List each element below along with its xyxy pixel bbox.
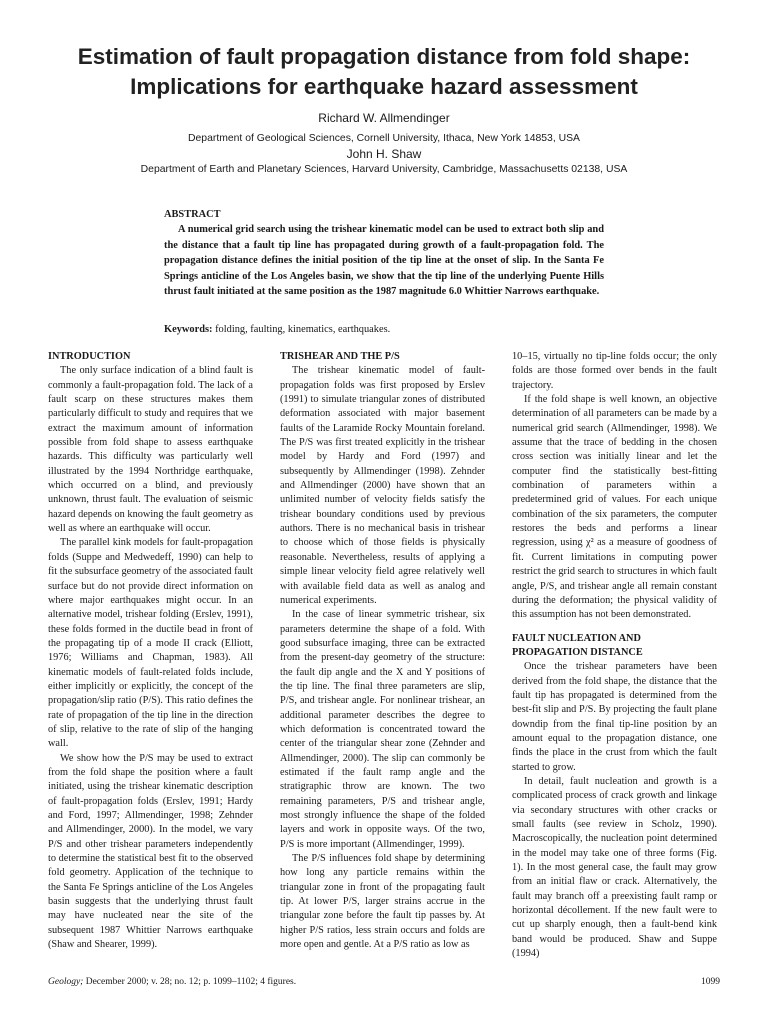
fault-nucleation-heading-line-1: FAULT NUCLEATION AND [512, 632, 641, 644]
citation-details: December 2000; v. 28; no. 12; p. 1099–1102; 4 figures. [85, 977, 297, 987]
nucleation-paragraph-1: Once the trishear parameters have been derived from the fold shape, the distance that the fault tip has propagated is determined from the best-fit slip and P/S. By projecting the fault plane downdip from the final tip-line position by an amount equal to the propagation distance, one finds the place in the crust from which the fault started to grow. [512, 661, 717, 773]
author-1-affiliation: Department of Geological Sciences, Cornell University, Ithaca, New York 14853, USA [188, 133, 580, 144]
trishear-paragraph-1: The trishear kinematic model of fault-propagation folds was first proposed by Erslev (1991) to simulate triangular zones of distributed deformation associated with major basement faults of the Laramide Rocky Mountain foreland. The P/S was first treated explicitly in the trishear model by Hardy and Ford (1997) and subsequently by Allmendinger (1998). Zehnder and Allmendinger (2000) have shown that an unlimited number of velocity fields satisfy the trishear boundary conditions used by previous authors. There is no mechanical basis in trishear to choose which of those fields is physically reasonable. Nevertheless, results of applying a simple linear velocity field agree relatively well with available field data as well as analog and numerical experiments. [280, 365, 485, 606]
introduction-paragraph-2: The parallel kink models for fault-propagation folds (Suppe and Medwedeff, 1990) can help to fit the subsurface geometry of the associated fault surface but do not provide direct information on where major earthquakes might occur. In an alternative model, trishear folding (Erslev, 1991), these folds formed in the ductile bead in front of the propagating tip of a mode II crack (Elliott, 1976; Williams and Chapman, 1983). All kinematic models of fault-related folds include, either implicitly or explicitly, the concept of the propagation/slip ratio (P/S). This ratio defines the rate of propagation of the tip line in the direction of slip, relative to the rate of slip of the hanging wall. [48, 537, 254, 750]
title-line-2: Implications for earthquake hazard assessment [130, 74, 638, 99]
column-2 [280, 350, 485, 952]
journal-citation [48, 976, 296, 988]
column-3 [512, 350, 717, 961]
abstract-heading: ABSTRACT [164, 209, 221, 220]
introduction-paragraph-3: We show how the P/S may be used to extract from the fold shape the position where a fault initiated, using the trishear kinematic description of fault-propagation folds (Erslev, 1991; Hardy and Ford, 1997; Allmendinger, 1998; Zehnder and Allmendinger, 2000). In the model, we vary P/S and other trishear parameters independently to determine the statistical best fit to the observed fold geometry. Application of the technique to the Santa Fe Springs anticline of the Los Angeles basin suggests that the underlying thrust fault may have nucleated near the site of the subsequent 1987 Whittier Narrows earthquake (Shaw and Shearer, 1999). [48, 752, 253, 951]
abstract-text: A numerical grid search using the trishear kinematic model can be used to extract both slip and the distance that a fault tip line has propagated during growth of a fault-propagation fold. The propagation distance defines the initial position of the tip line at the onset of slip. In the Santa Fe Springs anticline of the Los Angeles basin, we show that the tip line of the underlying Puente Hills thrust fault initiated at the same position as the 1987 magnitude 6.0 Whittier Narrows earthquake. [164, 224, 604, 298]
continued-paragraph: 10–15, virtually no tip-line folds occur; the only folds are those formed over bends in the fault trajectory. [512, 351, 717, 391]
grid-search-paragraph: If the fold shape is well known, an objective determination of all parameters can be made by a numerical grid search (Allmendinger, 1998). We assume that the trace of bedding in the chosen cross section was initially linear and let the computer find the statistically best-fitting combination of parameters within a predetermined grid of values. For each unique combination of the six parameters, the computer restores the beds and performs a linear regression, using χ² as a measure of goodness of fit. Current limitations in computing power restrict the grid search to structures in which fault angle, P/S, and trishear angle all remain constant during the deformation; the physical validity of this assumption has not been demonstrated. [512, 394, 717, 621]
author-2-affiliation: Department of Earth and Planetary Sciences, Harvard University, Cambridge, Massachusetts 02138, USA [140, 164, 628, 175]
title-line-1: Estimation of fault propagation distance from fold shape: [77, 44, 691, 69]
keywords [164, 322, 604, 337]
journal-name: Geology; [48, 977, 84, 987]
fault-nucleation-heading [512, 632, 717, 661]
column-1 [48, 350, 253, 952]
nucleation-paragraph-2: In detail, fault nucleation and growth is a complicated process of crack growth and linkage via secondary structures with other cracks or small faults (see review in Scholz, 1990). Macroscopically, the nucleation point determined in the model may take one of three forms (Fig. 1). In the most general case, the fault may grow from an initial flaw or crack. Alternatively, the fault may branch off a preexisting fault ramp or horizontal décollement. If the new fault were to cut up sharply enough, then a fault-bend kink band would be produced. Shaw and Suppe (1994) [512, 775, 717, 960]
author-2-name: John H. Shaw [346, 147, 422, 161]
trishear-paragraph-2: In the case of linear symmetric trishear, six parameters determine the shape of a fold. With good subsurface imaging, three can be extracted from the present-day geometry of the structure: the fault dip angle and the X and Y positions of the tip line. The final three parameters are slip, P/S, and trishear angle. For nonlinear trishear, an additional parameter describes the degree to which deformation is concentrated toward the center of the triangular shear zone (Zehnder and Allmendinger, 2000). The slip can commonly be estimated if the fault ramp angle and the stratigraphic throw are known. The two remaining parameters, P/S and trishear angle, most strongly influence the shape of the folded layers and work in opposite ways. Of the two, P/S is more important (Allmendinger, 1999). [280, 609, 485, 850]
page-number: 1099 [701, 977, 720, 987]
introduction-heading: INTRODUCTION [48, 351, 131, 362]
trishear-paragraph-3: The P/S influences fold shape by determining how long any particle remains within the triangular zone in front of the propagating fault tip. At lower P/S, larger strains accrue in the triangular zone before the fault tip passes by. At higher P/S ratios, less strain occurs and folds are more open and gentle. At a P/S ratio as low as [280, 853, 485, 951]
abstract [164, 207, 604, 299]
keywords-text: folding, faulting, kinematics, earthquakes. [215, 324, 391, 335]
introduction-paragraph-1: The only surface indication of a blind fault is commonly a fault-propagation fold. The lack of a fault scarp on these structures makes them particularly difficult to study and requires that we extract the maximum amount of information possible from fold shape to assess earthquake hazards. This difficulty was particularly well illustrated by the 1994 Northridge earthquake, which occurred on a blind, and previously unknown, thrust fault. The evaluation of seismic hazard depends on knowing the fault geometry as well as where an earthquake will occur. [48, 365, 253, 535]
author-1-name: Richard W. Allmendinger [318, 111, 450, 125]
paper-title [20, 42, 748, 102]
fault-nucleation-heading-line-2: PROPAGATION DISTANCE [512, 646, 643, 658]
keywords-label: Keywords: [164, 324, 213, 335]
trishear-heading: TRISHEAR AND THE P/S [280, 351, 400, 362]
